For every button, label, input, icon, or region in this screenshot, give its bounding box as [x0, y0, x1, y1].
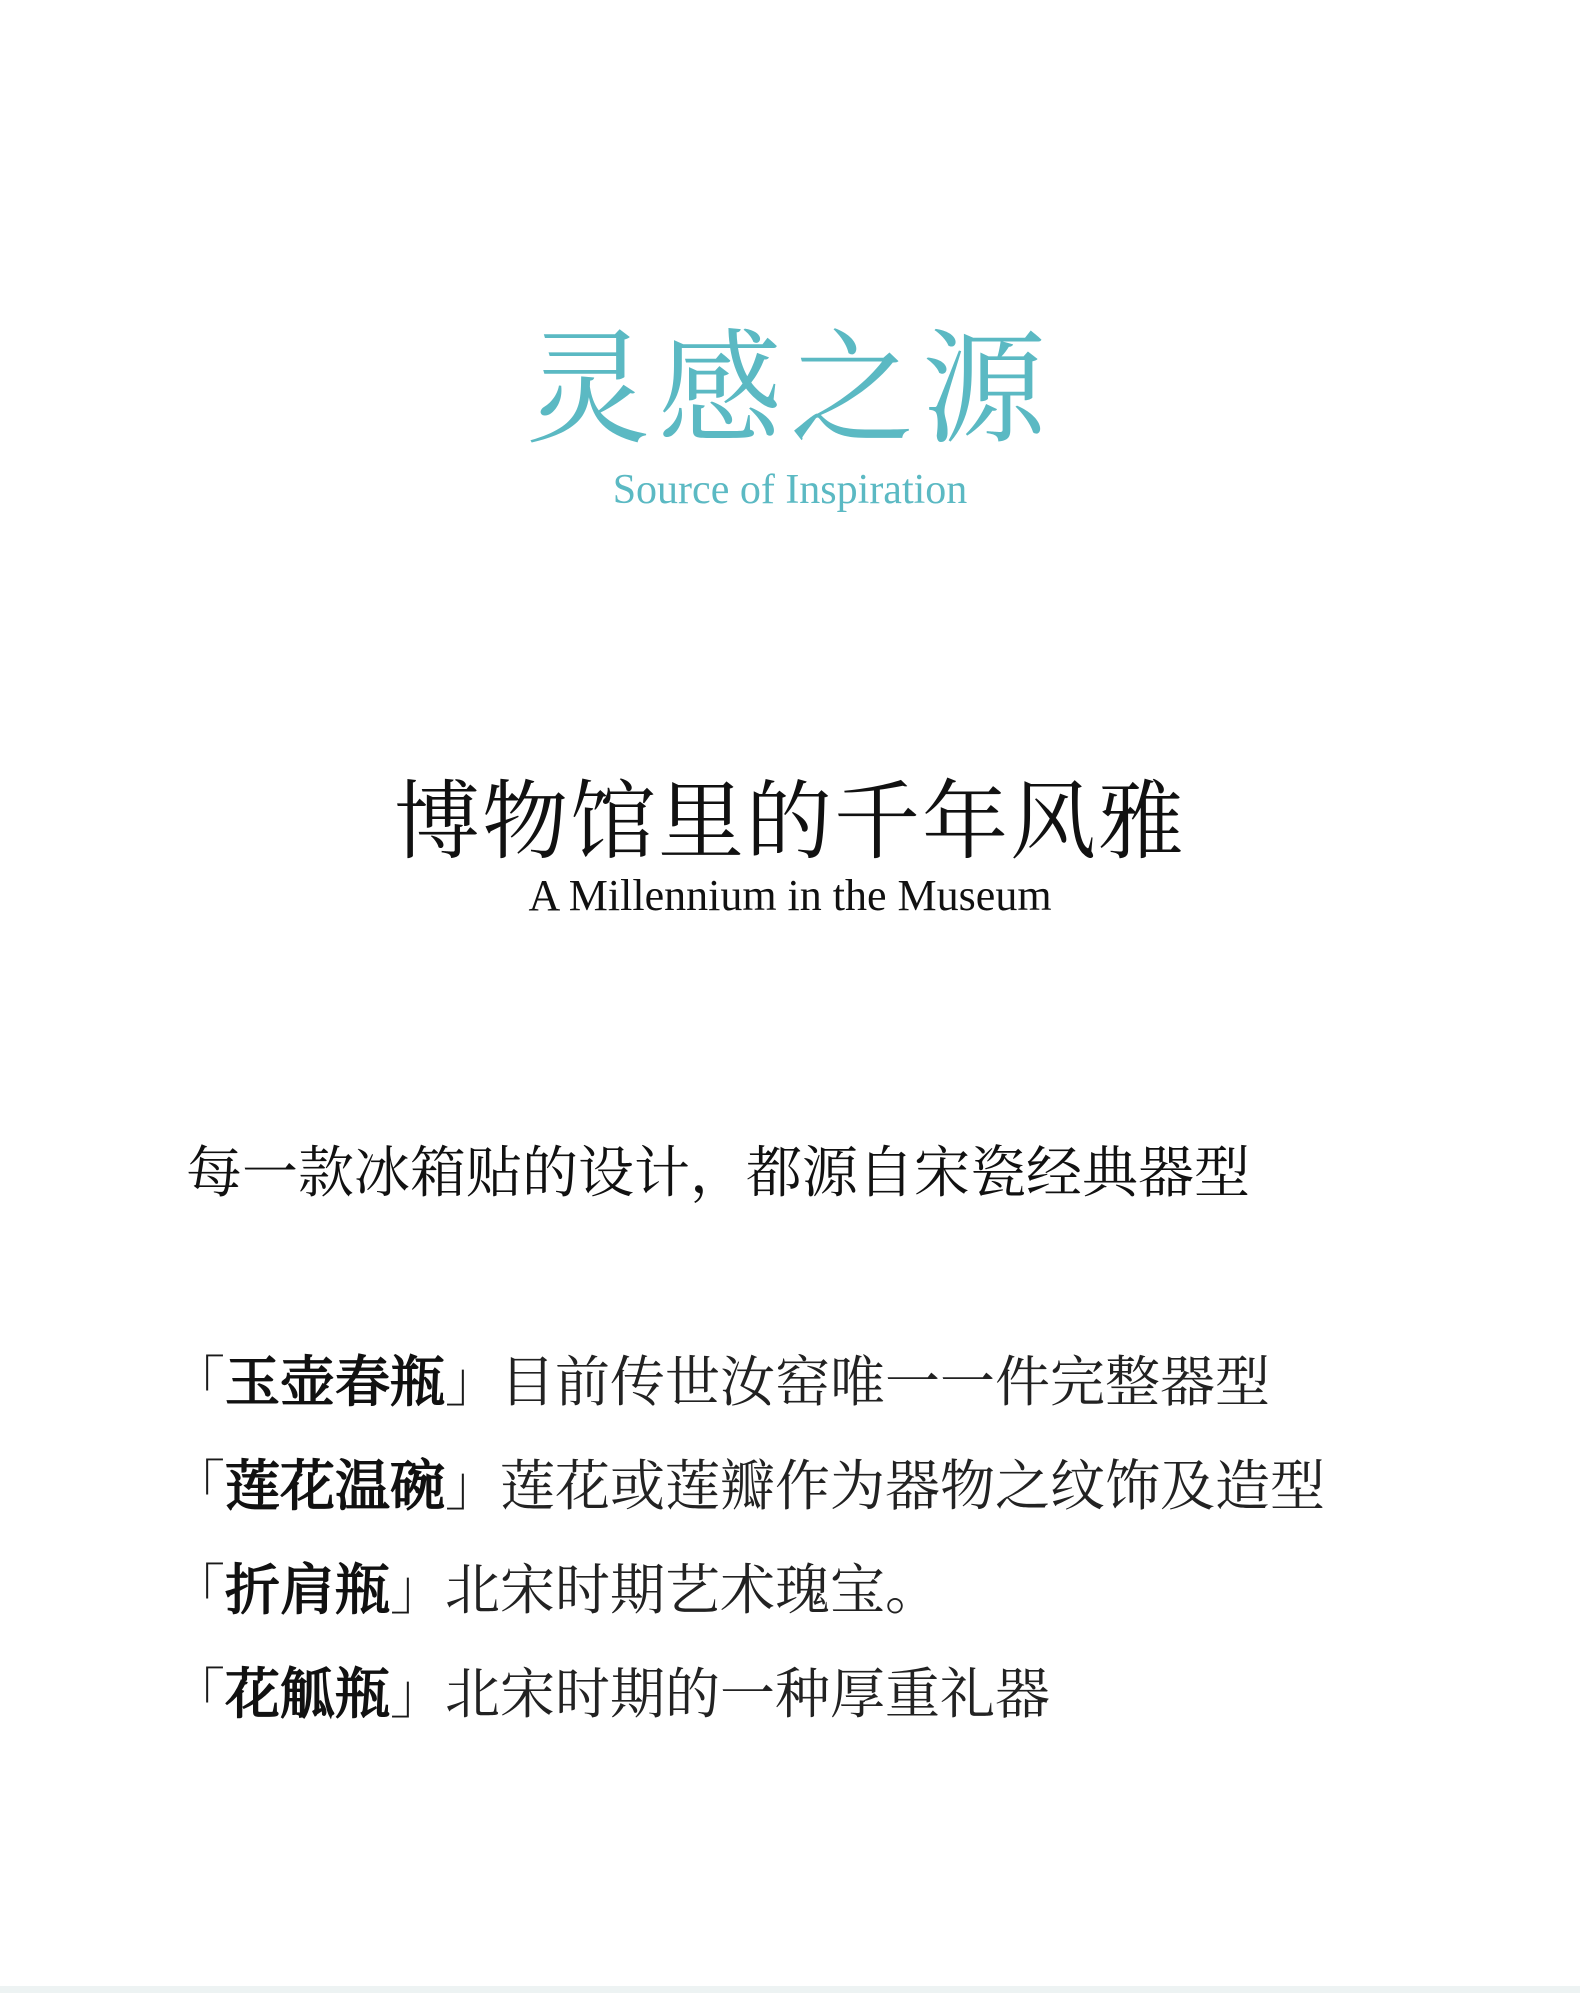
page-title-english: Source of Inspiration: [612, 467, 968, 513]
product-list: [170, 1330, 1325, 1746]
bracket-open: 「: [170, 1454, 226, 1518]
section-title: 博物馆里的千年风雅: [394, 772, 1186, 872]
bracket-close: 」: [445, 1454, 501, 1518]
bracket-close: 」: [390, 1558, 446, 1622]
item-name: 莲花温碗: [225, 1453, 446, 1518]
list-item: [170, 1642, 1325, 1746]
bracket-close: 」: [390, 1662, 446, 1726]
intro-text: 每一款冰箱贴的设计，都源自宋瓷经典器型: [186, 1141, 1250, 1206]
bracket-close: 」: [445, 1350, 501, 1414]
item-name: 玉壶春瓶: [225, 1349, 446, 1414]
bracket-open: 「: [170, 1350, 226, 1414]
list-item: [170, 1330, 1325, 1434]
item-name: 花觚瓶: [225, 1661, 391, 1726]
list-item: [170, 1434, 1325, 1538]
section-title-english: A Millennium in the Museum: [528, 871, 1052, 920]
item-description: 北宋时期艺术瑰宝。: [445, 1558, 941, 1622]
item-description: 目前传世汝窑唯一一件完整器型: [500, 1350, 1271, 1414]
bracket-open: 「: [170, 1662, 226, 1726]
page-title: 灵感之源: [525, 318, 1054, 462]
list-item: [170, 1538, 1325, 1642]
bracket-open: 「: [170, 1558, 226, 1622]
item-description: 北宋时期的一种厚重礼器: [445, 1662, 1051, 1726]
item-name: 折肩瓶: [225, 1557, 391, 1622]
bottom-divider: [0, 1986, 1580, 1993]
item-description: 莲花或莲瓣作为器物之纹饰及造型: [500, 1454, 1326, 1518]
